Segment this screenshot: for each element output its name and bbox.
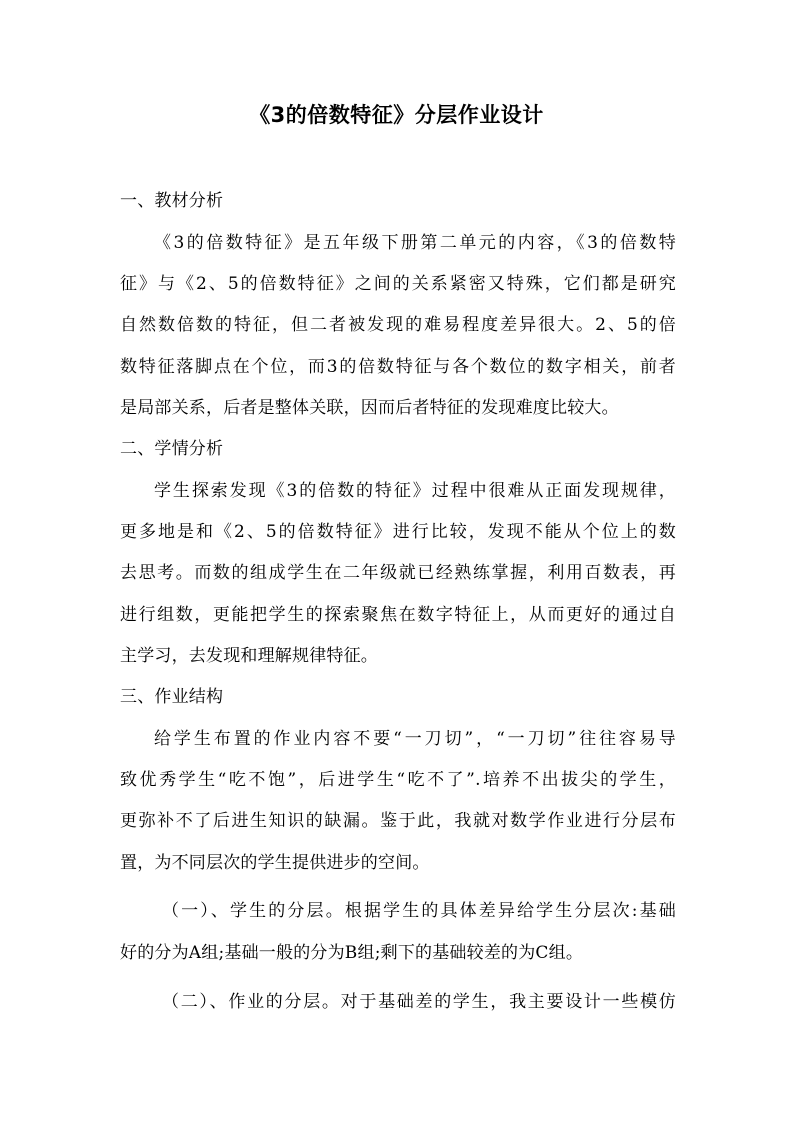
- section-heading-structure: 三、作业结构: [120, 687, 224, 707]
- paragraph-line: 是局部关系，后者是整体关联，因而后者特征的发现难度比较大。: [120, 398, 619, 418]
- paragraph-line: 学生探索发现《3的倍数的特征》过程中很难从正面发现规律，: [154, 481, 676, 501]
- section-heading-materials: 一、教材分析: [120, 191, 224, 211]
- paragraph-line: 给学生布置的作业内容不要“一刀切”，“一刀切”往往容易导: [154, 729, 676, 749]
- subsection-line: （二）、作业的分层。对于基础差的学生，我主要设计一些模仿: [162, 992, 676, 1012]
- paragraph-line: 致优秀学生“吃不饱”，后进学生“吃不了”.培养不出拔尖的学生，: [120, 770, 676, 790]
- section-heading-students: 二、学情分析: [120, 439, 224, 459]
- paragraph-line: 主学习，去发现和理解规律特征。: [120, 646, 378, 666]
- paragraph-line: 去思考。而数的组成学生在二年级就已经熟练掌握，利用百数表，再: [120, 563, 676, 583]
- paragraph-line: 数特征落脚点在个位，而3的倍数特征与各个数位的数字相关，前者: [120, 357, 676, 377]
- paragraph-line: 更多地是和《2、5的倍数特征》进行比较，发现不能从个位上的数: [120, 522, 676, 542]
- document-title: 《3的倍数特征》分层作业设计: [249, 103, 544, 127]
- paragraph-line: 置，为不同层次的学生提供进步的空间。: [120, 853, 430, 873]
- paragraph-line: 自然数倍数的特征，但二者被发现的难易程度差异很大。2、5的倍: [120, 315, 676, 335]
- subsection-line: 好的分为A组;基础一般的分为B组;剩下的基础较差的为C组。: [120, 943, 584, 963]
- paragraph-line: 《3的倍数特征》是五年级下册第二单元的内容，《3的倍数特: [154, 233, 676, 253]
- subsection-line: （一）、学生的分层。根据学生的具体差异给学生分层次:基础: [162, 901, 676, 921]
- paragraph-line: 进行组数，更能把学生的探索聚焦在数字特征上，从而更好的通过自: [120, 605, 676, 625]
- paragraph-line: 更弥补不了后进生知识的缺漏。鉴于此，我就对数学作业进行分层布: [120, 811, 676, 831]
- paragraph-line: 征》与《2、5的倍数特征》之间的关系紧密又特殊，它们都是研究: [120, 274, 676, 294]
